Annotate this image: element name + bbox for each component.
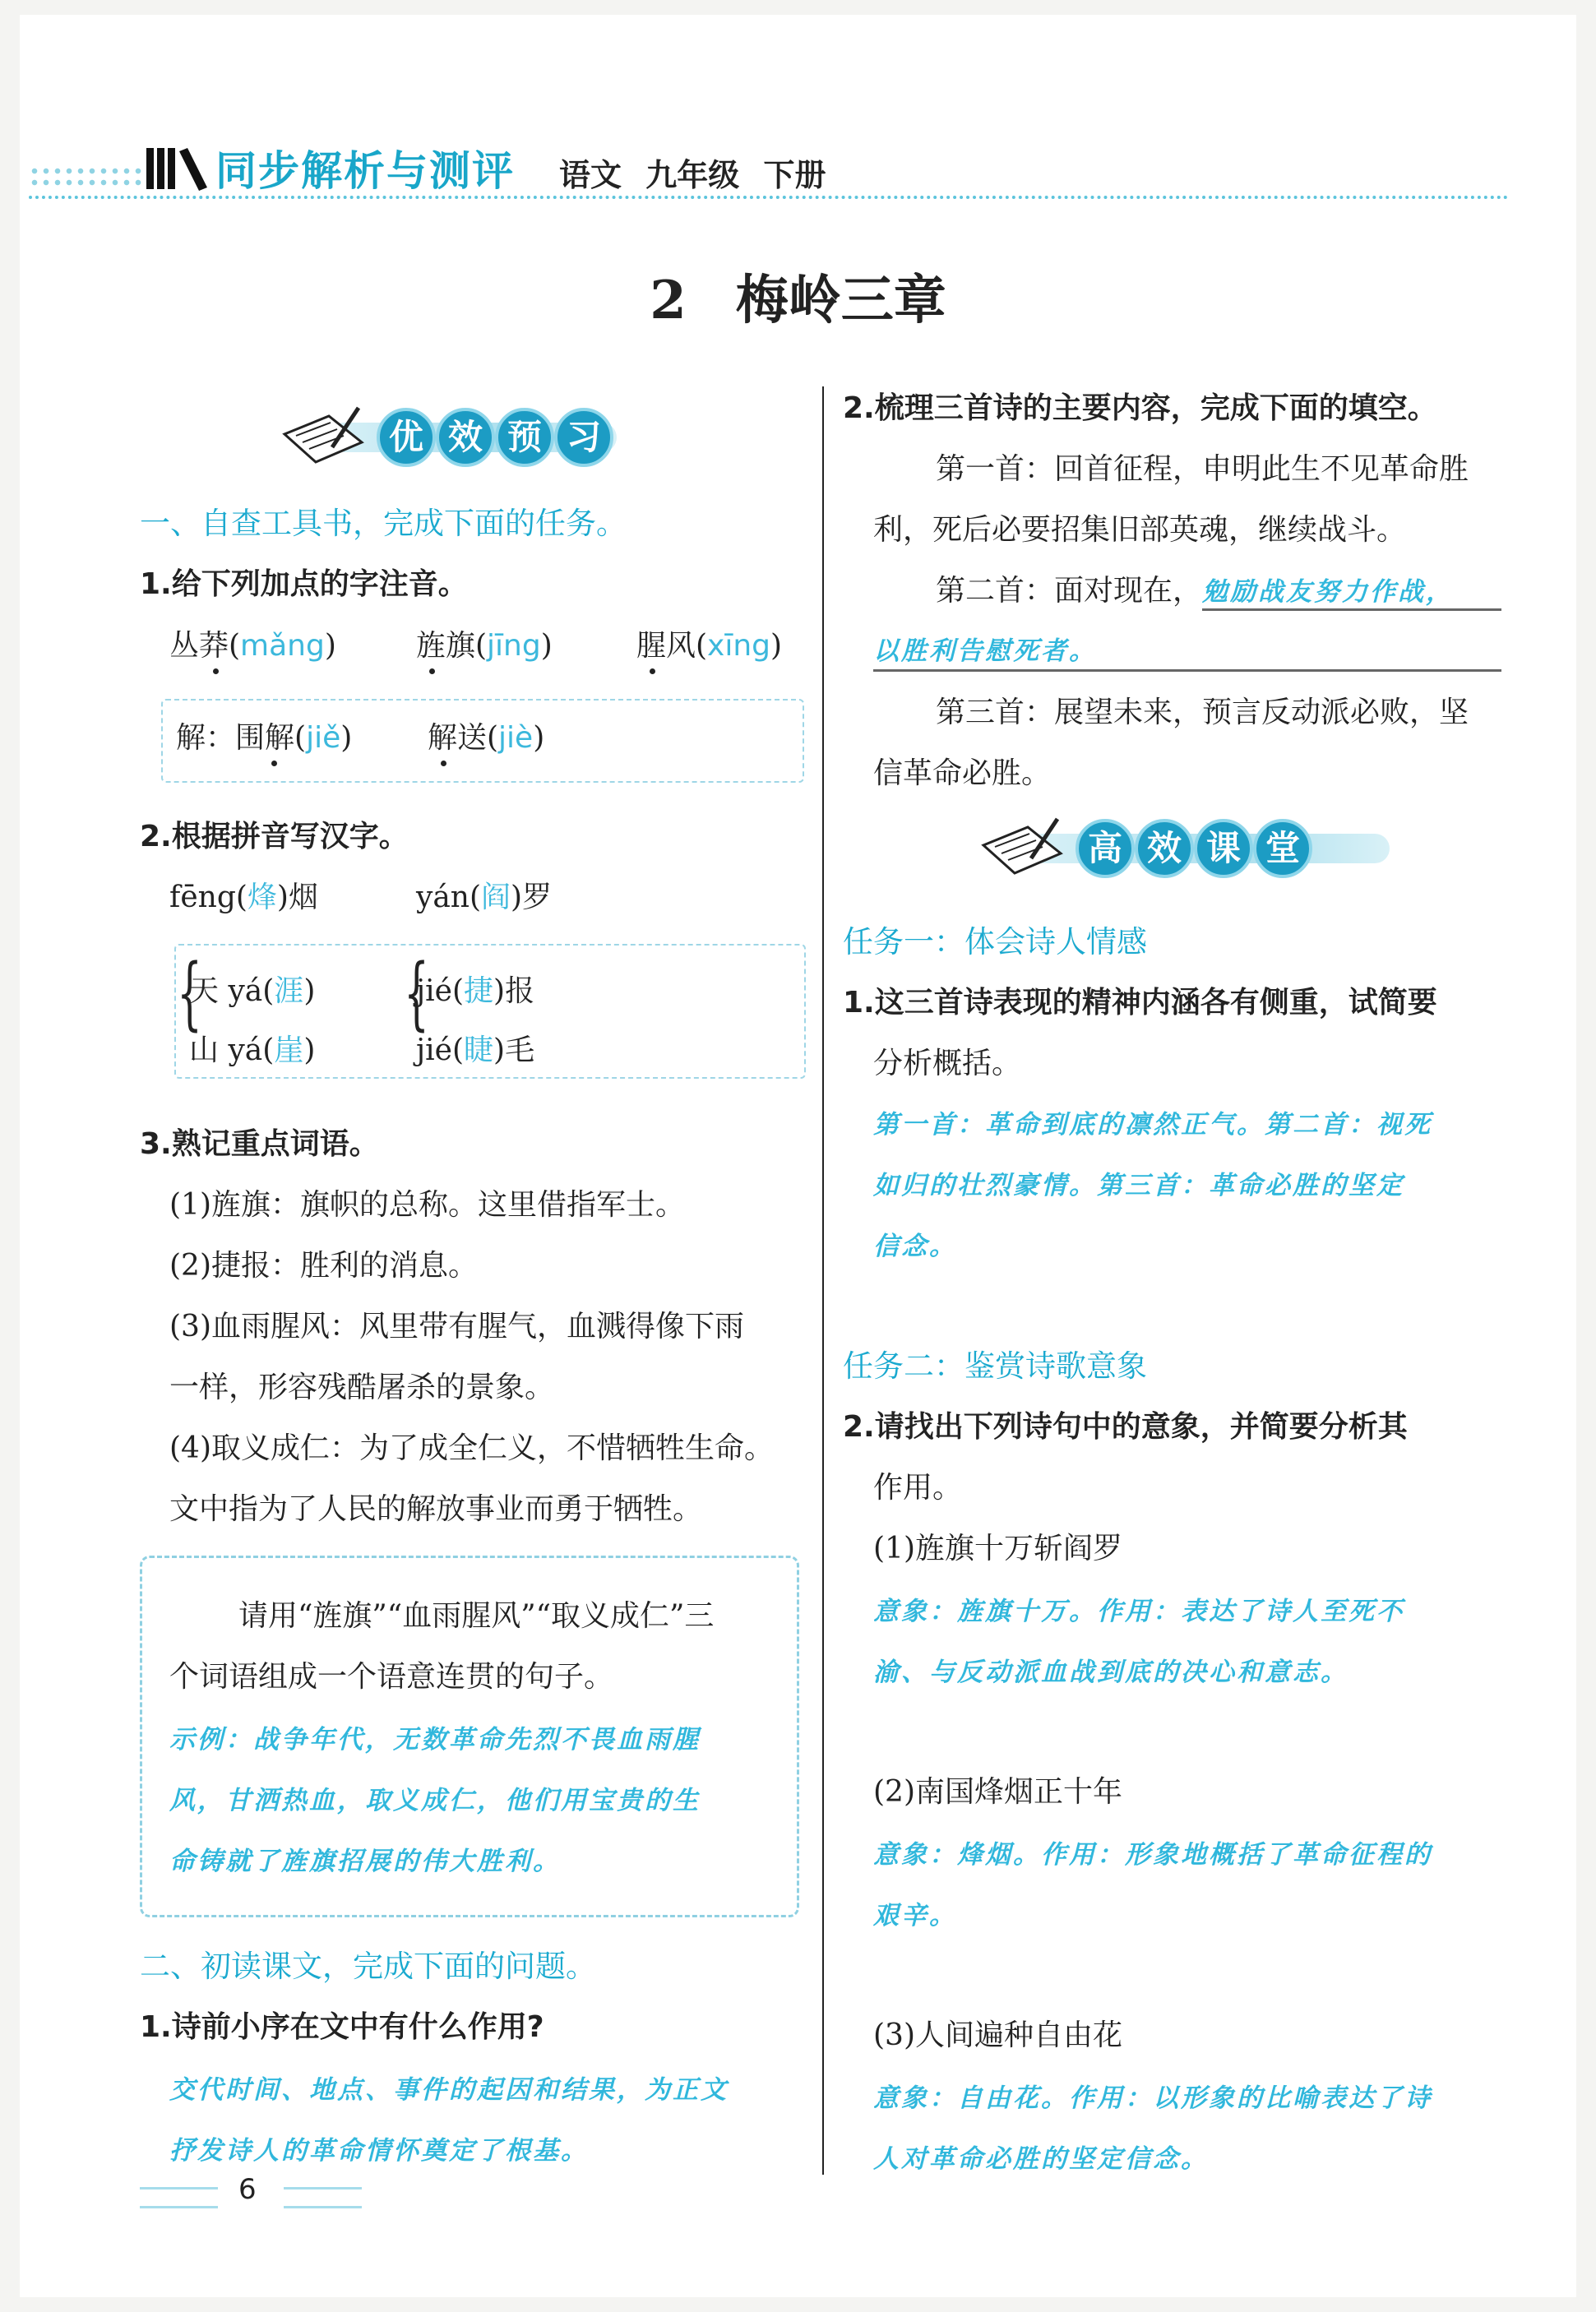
poem-line: (1)旌旗十万斩阎罗 <box>873 1532 1122 1565</box>
exercise-answer: 示例：战争年代，无数革命先烈不畏血雨腥 <box>169 1725 701 1755</box>
question-6-cont: 分析概括。 <box>873 1047 1022 1080</box>
poem-line: (3)人间遍种自由花 <box>873 2018 1122 2052</box>
vocab-line: (3)血雨腥风：风里带有腥气，血溅得像下雨 <box>169 1310 744 1343</box>
question-1: 1.给下列加点的字注音。 <box>140 567 468 601</box>
vocab-line: (4)取义成仁：为了成全仁义，不惜牺牲生命。 <box>169 1431 774 1465</box>
vocab-line: 一样，形容残酷屠杀的景象。 <box>169 1371 555 1404</box>
badge-char: 效 <box>436 408 495 467</box>
emphasis-dot <box>441 761 446 766</box>
question-3: 3.熟记重点词语。 <box>140 1127 379 1161</box>
vocab-line: (2)捷报：胜利的消息。 <box>169 1249 478 1283</box>
answer-line: 如归的壮烈豪情。第三首：革命必胜的坚定 <box>873 1171 1404 1200</box>
question-5: 2.梳理三首诗的主要内容，完成下面的填空。 <box>843 391 1437 425</box>
poem-line: (2)南国烽烟正十年 <box>873 1775 1122 1809</box>
exercise-prompt: 个词语组成一个语意连贯的句子。 <box>169 1660 614 1694</box>
badge-char: 高 <box>1076 819 1135 878</box>
brace-right: { <box>404 947 429 1039</box>
hanzi-item: yán(阎)罗 <box>416 881 553 914</box>
header-rule <box>29 196 1509 199</box>
emphasis-dot <box>271 761 277 766</box>
hanzi-item: 天 yá(涯) <box>189 974 316 1008</box>
page-number: 6 <box>238 2173 257 2206</box>
exercise-answer: 风，甘洒热血，取义成仁，他们用宝贵的生 <box>169 1786 701 1815</box>
pinyin-item: 丛莽(mǎng) <box>169 629 336 663</box>
lesson-name: 梅岭三章 <box>735 270 946 331</box>
pinyin-item: 旌旗(jīng) <box>416 629 553 663</box>
content-line: 利，死后必要招集旧部英魂，继续战斗。 <box>873 513 1407 547</box>
answer-line: 交代时间、地点、事件的起因和结果，为正文 <box>169 2075 729 2105</box>
blank-underline <box>1202 608 1501 611</box>
brace-left: { <box>177 947 202 1039</box>
badge-char: 堂 <box>1253 819 1312 878</box>
answer-line: 意象：自由花。作用：以形象的比喻表达了诗 <box>873 2083 1432 2113</box>
blank-underline <box>873 669 1501 672</box>
content-line: 第一首：回首征程，申明此生不见革命胜 <box>936 452 1469 486</box>
vocab-line: 文中指为了人民的解放事业而勇于牺牲。 <box>169 1492 703 1526</box>
emphasis-dot <box>650 668 655 674</box>
fill-blank-answer: 以胜利告慰死者。 <box>873 636 1097 666</box>
task-heading: 任务一：体会诗人情感 <box>843 924 1147 959</box>
footer-ornament <box>140 2187 218 2208</box>
badge-char: 习 <box>554 408 613 467</box>
polyphone-item: 解：围解(jiě) <box>176 721 353 755</box>
answer-line: 渝、与反动派血战到底的决心和意志。 <box>873 1658 1349 1687</box>
emphasis-dot <box>429 668 435 674</box>
exercise-prompt: 请用“旌旗”“血雨腥风”“取义成仁”三 <box>238 1599 715 1633</box>
hanzi-item: 山 yá(崖) <box>189 1033 316 1067</box>
answer-line: 人对革命必胜的坚定信念。 <box>873 2144 1209 2174</box>
answer-line: 意象：烽烟。作用：形象地概括了革命征程的 <box>873 1840 1432 1870</box>
section-heading: 二、初读课文，完成下面的问题。 <box>140 1949 596 1984</box>
badge-classroom <box>978 812 1324 878</box>
answer-line: 艰辛。 <box>873 1901 957 1931</box>
badge-preview <box>280 401 625 467</box>
hanzi-item: fēng(烽)烟 <box>169 881 318 914</box>
emphasis-dot <box>213 668 219 674</box>
badge-char: 效 <box>1135 819 1194 878</box>
series-brand: 同步解析与测评 <box>215 147 515 195</box>
question-6: 1.这三首诗表现的精神内涵各有侧重，试简要 <box>843 986 1437 1020</box>
subject-grade: 语文 九年级 下册 <box>559 157 826 193</box>
answer-line: 抒发诗人的革命情怀奠定了根基。 <box>169 2136 589 2166</box>
question-7: 2.请找出下列诗句中的意象，并简要分析其 <box>843 1410 1408 1444</box>
question-4: 1.诗前小序在文中有什么作用? <box>140 2010 544 2044</box>
column-divider <box>822 386 824 2175</box>
section-heading: 一、自查工具书，完成下面的任务。 <box>140 506 627 541</box>
question-7-cont: 作用。 <box>873 1471 963 1505</box>
header-dots <box>29 165 152 188</box>
vocab-line: (1)旌旗：旗帜的总称。这里借指军士。 <box>169 1188 685 1222</box>
content-line: 信革命必胜。 <box>873 756 1052 790</box>
notebook-pen-icon <box>280 401 370 467</box>
badge-char: 预 <box>495 408 554 467</box>
lesson-number: 2 <box>650 270 687 331</box>
books-logo-icon <box>145 145 209 191</box>
exercise-answer: 命铸就了旌旗招展的伟大胜利。 <box>169 1847 561 1876</box>
task-heading: 任务二：鉴赏诗歌意象 <box>843 1348 1147 1384</box>
polyphone-item: 解送(jiè) <box>428 721 545 755</box>
footer-ornament <box>284 2187 362 2208</box>
question-2: 2.根据拼音写汉字。 <box>140 820 409 853</box>
answer-line: 意象：旌旗十万。作用：表达了诗人至死不 <box>873 1597 1404 1626</box>
notebook-pen-icon <box>978 812 1069 878</box>
fill-blank-line: 第二首：面对现在，勉励战友努力作战， <box>936 574 1455 608</box>
answer-line: 信念。 <box>873 1232 957 1261</box>
lesson-title <box>0 258 1596 334</box>
hanzi-item: jié(睫)毛 <box>416 1033 535 1067</box>
hanzi-item: jié(捷)报 <box>416 974 535 1008</box>
badge-char: 优 <box>377 408 436 467</box>
content-line: 第三首：展望未来，预言反动派必败，坚 <box>936 696 1469 729</box>
badge-char: 课 <box>1194 819 1253 878</box>
pinyin-item: 腥风(xīng) <box>636 629 783 663</box>
answer-line: 第一首：革命到底的凛然正气。第二首：视死 <box>873 1110 1432 1140</box>
